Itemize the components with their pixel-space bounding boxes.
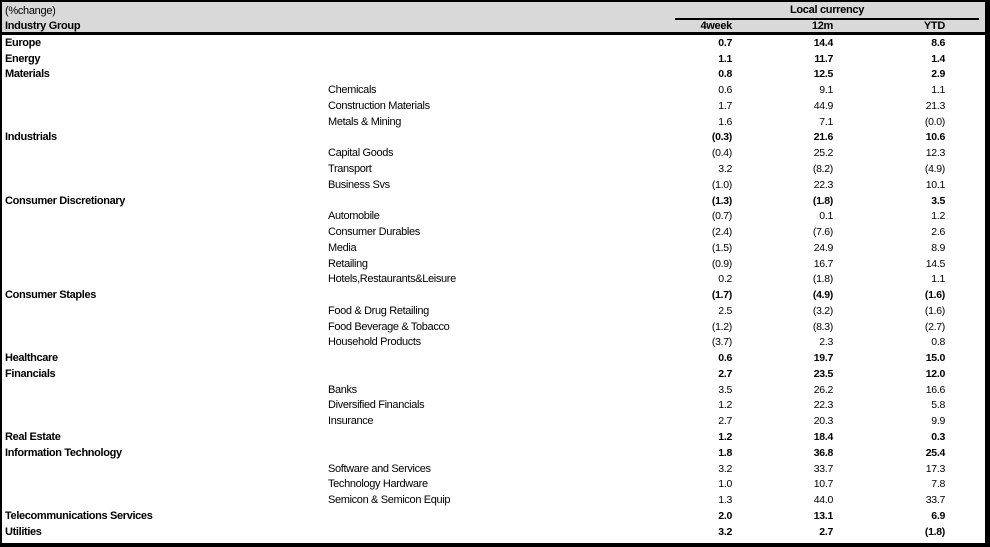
value-ytd: (1.6) — [924, 289, 945, 302]
value-ytd: (4.9) — [924, 163, 945, 175]
table-row — [2, 303, 985, 319]
value-ytd: 14.5 — [925, 257, 945, 270]
value-4week: (0.7) — [711, 210, 732, 223]
value-12m: 36.8 — [813, 446, 833, 459]
value-ytd: 33.7 — [925, 494, 945, 507]
value-12m: (7.6) — [812, 226, 833, 239]
value-4week: 0.8 — [718, 68, 732, 81]
value-ytd: 1.4 — [931, 52, 945, 65]
value-4week: 3.5 — [718, 383, 732, 396]
value-12m: (3.2) — [812, 304, 833, 317]
value-ytd: 16.6 — [925, 383, 945, 396]
value-ytd: 1.2 — [931, 210, 945, 223]
header-row-top — [2, 2, 985, 19]
industry-label: Media — [328, 241, 357, 254]
table-row — [2, 193, 985, 209]
column-header-12m: 12m — [811, 19, 833, 32]
industry-label: Business Svs — [328, 178, 390, 191]
table-row — [2, 398, 985, 414]
value-4week: 1.8 — [718, 446, 732, 459]
industry-label: Materials — [5, 68, 50, 81]
industry-label: Software and Services — [328, 462, 431, 475]
value-ytd: (0.0) — [924, 115, 945, 128]
value-4week: 1.2 — [718, 431, 732, 444]
industry-group-column-header: Industry Group — [5, 19, 81, 32]
value-12m: 0.1 — [819, 210, 833, 223]
value-ytd: 12.0 — [925, 367, 945, 380]
value-12m: 21.6 — [813, 131, 833, 144]
value-ytd: 10.1 — [925, 178, 945, 191]
table-row — [2, 335, 985, 351]
value-ytd: (1.6) — [924, 304, 945, 317]
value-4week: 0.6 — [718, 352, 732, 365]
table-row — [2, 256, 985, 272]
value-ytd: (2.7) — [924, 320, 945, 333]
industry-label: Energy — [5, 52, 41, 65]
value-ytd: 0.3 — [931, 431, 945, 444]
value-4week: 2.7 — [718, 367, 732, 380]
value-12m: 22.3 — [813, 399, 833, 412]
column-header-ytd: YTD — [923, 19, 945, 32]
industry-label: Transport — [328, 163, 372, 175]
value-ytd: 2.9 — [931, 68, 945, 81]
value-ytd: 1.1 — [931, 273, 945, 286]
value-ytd: 8.9 — [931, 241, 945, 254]
table-row — [2, 319, 985, 335]
value-12m: 10.7 — [813, 478, 833, 491]
table-row — [2, 382, 985, 398]
table-row — [2, 51, 985, 67]
value-12m: 14.4 — [813, 36, 833, 49]
value-12m: 44.0 — [813, 494, 833, 507]
table-row — [2, 476, 985, 492]
industry-label: Information Technology — [5, 446, 122, 459]
value-12m: 11.7 — [814, 52, 833, 65]
table-row — [2, 429, 985, 445]
value-12m: 24.9 — [813, 241, 833, 254]
table-row — [2, 67, 985, 83]
value-4week: 1.3 — [718, 494, 732, 507]
value-12m: 7.1 — [819, 115, 833, 128]
header-row-columns — [2, 19, 985, 35]
table-row — [2, 208, 985, 224]
table-row — [2, 508, 985, 524]
value-4week: 0.6 — [718, 84, 732, 97]
industry-label: Consumer Staples — [5, 289, 96, 302]
value-ytd: 10.6 — [925, 131, 945, 144]
value-12m: 23.5 — [813, 367, 833, 380]
value-12m: 19.7 — [813, 352, 833, 365]
value-4week: (1.2) — [711, 320, 732, 333]
table-row — [2, 524, 985, 540]
value-12m: 20.3 — [813, 415, 833, 428]
value-12m: (8.2) — [812, 163, 833, 175]
industry-label: Healthcare — [5, 352, 58, 365]
value-12m: (1.8) — [812, 194, 833, 207]
industry-label: Diversified Financials — [328, 399, 425, 412]
value-ytd: 2.6 — [931, 226, 945, 239]
table-row — [2, 98, 985, 114]
value-ytd: 0.8 — [931, 336, 945, 349]
industry-label: Utilities — [5, 525, 42, 538]
value-12m: (1.8) — [812, 273, 833, 286]
value-12m: 2.3 — [819, 336, 833, 349]
value-12m: 13.1 — [813, 509, 833, 522]
value-4week: (0.3) — [711, 131, 732, 144]
industry-label: Food Beverage & Tobacco — [328, 320, 450, 333]
industry-label: Construction Materials — [328, 99, 430, 112]
value-ytd: 8.6 — [931, 36, 945, 49]
value-4week: (0.9) — [711, 257, 732, 270]
value-ytd: 9.9 — [931, 415, 945, 428]
industry-label: Industrials — [5, 131, 57, 144]
value-4week: 2.0 — [718, 509, 732, 522]
value-4week: (2.4) — [711, 226, 732, 239]
table-row — [2, 413, 985, 429]
value-ytd: 25.4 — [925, 446, 945, 459]
column-header-4week: 4week — [700, 19, 732, 32]
value-ytd: 12.3 — [925, 147, 945, 160]
industry-label: Banks — [328, 383, 357, 396]
table-row — [2, 445, 985, 461]
local-currency-group-header: Local currency — [675, 2, 979, 20]
table-row — [2, 82, 985, 98]
table-row — [2, 492, 985, 508]
industry-label: Food & Drug Retailing — [328, 304, 429, 317]
industry-label: Metals & Mining — [328, 115, 402, 128]
table-row — [2, 35, 985, 51]
table-row — [2, 114, 985, 130]
value-4week: 3.2 — [718, 525, 732, 538]
value-4week: (1.7) — [711, 289, 732, 302]
table-row — [2, 240, 985, 256]
table-row — [2, 366, 985, 382]
value-12m: 26.2 — [813, 383, 833, 396]
value-4week: 1.0 — [718, 478, 732, 491]
value-ytd: 6.9 — [931, 509, 945, 522]
value-ytd: 7.8 — [931, 478, 945, 491]
value-12m: 12.5 — [813, 68, 833, 81]
value-ytd: (1.8) — [924, 525, 945, 538]
industry-label: Financials — [5, 367, 56, 380]
value-4week: (1.5) — [711, 241, 732, 254]
value-ytd: 21.3 — [925, 99, 945, 112]
table-row — [2, 130, 985, 146]
industry-label: Consumer Discretionary — [5, 194, 126, 207]
table-row — [2, 350, 985, 366]
value-12m: (8.3) — [812, 320, 833, 333]
table-row — [2, 224, 985, 240]
table-row — [2, 161, 985, 177]
table-row — [2, 145, 985, 161]
value-12m: 16.7 — [813, 257, 833, 270]
value-4week: 1.7 — [718, 99, 732, 112]
industry-label: Telecommunications Services — [5, 509, 153, 522]
value-4week: 0.7 — [718, 36, 732, 49]
value-4week: 1.1 — [718, 52, 732, 65]
table-header — [2, 2, 985, 35]
value-ytd: 1.1 — [931, 84, 945, 97]
industry-label: Consumer Durables — [328, 226, 420, 239]
industry-label: Technology Hardware — [328, 478, 428, 491]
value-4week: (3.7) — [711, 336, 732, 349]
percent-change-label: (%change) — [5, 5, 56, 17]
industry-label: Insurance — [328, 415, 374, 428]
value-4week: 1.2 — [718, 399, 732, 412]
value-4week: 3.2 — [718, 163, 732, 175]
table-row — [2, 177, 985, 193]
value-12m: 25.2 — [813, 147, 833, 160]
value-4week: 2.5 — [718, 304, 732, 317]
industry-label: Automobile — [328, 210, 380, 223]
industry-label: Real Estate — [5, 431, 61, 444]
value-4week: (0.4) — [711, 147, 732, 160]
industry-label: Household Products — [328, 336, 421, 349]
industry-label: Europe — [5, 36, 41, 49]
industry-label: Capital Goods — [328, 147, 394, 160]
value-4week: 2.7 — [718, 415, 732, 428]
table-body — [2, 35, 985, 540]
industry-label: Hotels,Restaurants&Leisure — [328, 273, 456, 286]
table-row — [2, 461, 985, 477]
value-ytd: 5.8 — [931, 399, 945, 412]
table-row — [2, 287, 985, 303]
value-12m: 33.7 — [813, 462, 833, 475]
value-4week: 1.6 — [718, 115, 732, 128]
value-12m: 9.1 — [819, 84, 833, 97]
value-12m: 44.9 — [813, 99, 833, 112]
value-12m: 22.3 — [813, 178, 833, 191]
value-4week: (1.0) — [711, 178, 732, 191]
industry-label: Retailing — [328, 257, 368, 270]
industry-label: Chemicals — [328, 84, 377, 97]
value-4week: 0.2 — [718, 273, 732, 286]
table-row — [2, 271, 985, 287]
value-12m: 18.4 — [813, 431, 833, 444]
value-12m: 2.7 — [819, 525, 833, 538]
value-ytd: 3.5 — [931, 194, 945, 207]
value-ytd: 17.3 — [925, 462, 945, 475]
value-12m: (4.9) — [812, 289, 833, 302]
value-4week: (1.3) — [711, 194, 732, 207]
industry-label: Semicon & Semicon Equip — [328, 494, 451, 507]
value-4week: 3.2 — [718, 462, 732, 475]
value-ytd: 15.0 — [925, 352, 945, 365]
